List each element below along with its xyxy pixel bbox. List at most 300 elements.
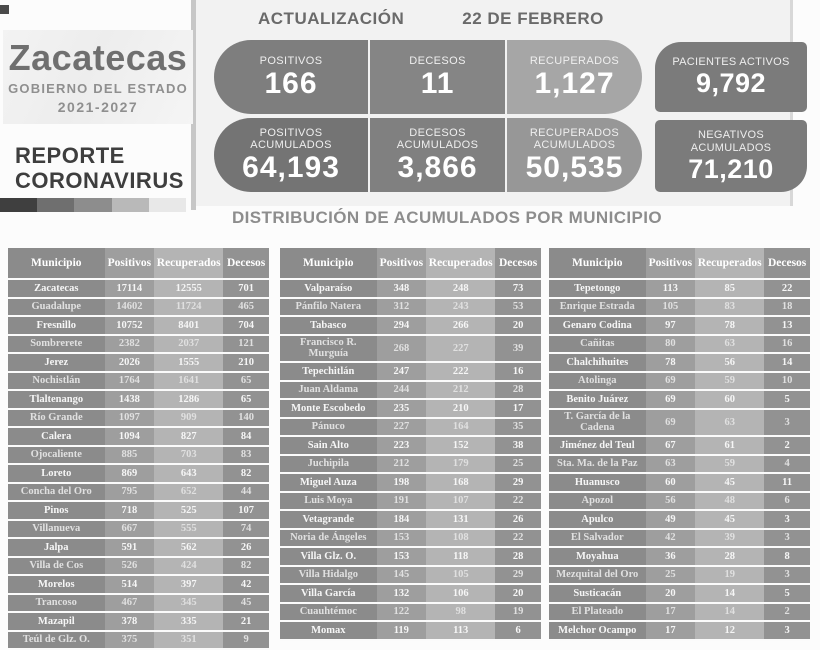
positivos-value: 375 bbox=[105, 632, 155, 649]
decesos-value: 20 bbox=[495, 317, 541, 334]
stat-label-line1: DECESOS bbox=[397, 127, 479, 140]
positivos-value: 60 bbox=[646, 474, 696, 491]
municipality-name: Mazapil bbox=[8, 613, 105, 630]
column-header-recuperados: Recuperados bbox=[695, 248, 764, 278]
recuperados-value: 63 bbox=[695, 336, 764, 353]
table-row bbox=[8, 373, 269, 392]
positivos-value: 20 bbox=[646, 585, 696, 602]
gradient-segment bbox=[37, 198, 74, 212]
municipality-name: Genaro Codina bbox=[549, 317, 646, 334]
report-title bbox=[15, 143, 184, 194]
recuperados-value: 1286 bbox=[154, 391, 223, 408]
decesos-value: 3 bbox=[764, 530, 810, 547]
recuperados-value: 703 bbox=[154, 447, 223, 464]
gradient-segment bbox=[0, 198, 37, 212]
table-row bbox=[280, 530, 541, 549]
positivos-value: 69 bbox=[646, 391, 696, 408]
positivos-value: 667 bbox=[105, 521, 155, 538]
decesos-value: 13 bbox=[764, 317, 810, 334]
positivos-value: 153 bbox=[377, 530, 427, 547]
positivos-value: 78 bbox=[646, 354, 696, 371]
stat-value: 9,792 bbox=[696, 69, 766, 97]
positivos-value: 526 bbox=[105, 558, 155, 575]
positivos-value: 591 bbox=[105, 539, 155, 556]
recuperados-value: 243 bbox=[426, 299, 495, 316]
table-row bbox=[8, 354, 269, 373]
stat-value: 11 bbox=[421, 68, 455, 100]
column-header-recuperados: Recuperados bbox=[426, 248, 495, 278]
gradient-segment bbox=[112, 198, 149, 212]
decesos-value: 19 bbox=[495, 604, 541, 621]
decesos-value: 83 bbox=[223, 447, 269, 464]
recuperados-value: 168 bbox=[426, 474, 495, 491]
table-row bbox=[280, 317, 541, 336]
table-body bbox=[8, 280, 269, 650]
positivos-value: 212 bbox=[377, 456, 427, 473]
recuperados-value: 335 bbox=[154, 613, 223, 630]
positivos-value: 869 bbox=[105, 465, 155, 482]
decesos-value: 65 bbox=[223, 391, 269, 408]
recuperados-value: 113 bbox=[426, 622, 495, 639]
decesos-value: 18 bbox=[764, 299, 810, 316]
recuperados-value: 179 bbox=[426, 456, 495, 473]
decesos-value: 3 bbox=[764, 511, 810, 528]
decesos-value: 21 bbox=[223, 613, 269, 630]
positivos-value: 122 bbox=[377, 604, 427, 621]
decesos-value: 20 bbox=[495, 585, 541, 602]
table-row bbox=[549, 299, 810, 318]
table-row bbox=[549, 354, 810, 373]
recuperados-value: 14 bbox=[695, 604, 764, 621]
recuperados-value: 164 bbox=[426, 419, 495, 436]
stat-label: DECESOS bbox=[409, 55, 466, 68]
recuperados-value: 48 bbox=[695, 493, 764, 510]
section-title: DISTRIBUCIÓN DE ACUMULADOS POR MUNICIPIO bbox=[232, 208, 662, 228]
municipality-table-1 bbox=[8, 248, 269, 650]
recuperados-value: 78 bbox=[695, 317, 764, 334]
municipality-name: Moyahua bbox=[549, 548, 646, 565]
decesos-value: 44 bbox=[223, 484, 269, 501]
municipality-name: Teúl de Glz. O. bbox=[8, 632, 105, 649]
municipality-name: El Plateado bbox=[549, 604, 646, 621]
column-header-decesos: Decesos bbox=[495, 248, 541, 278]
decesos-value: 107 bbox=[223, 502, 269, 519]
recuperados-value: 106 bbox=[426, 585, 495, 602]
decesos-value: 82 bbox=[223, 465, 269, 482]
municipality-name: Monte Escobedo bbox=[280, 400, 377, 417]
decesos-value: 29 bbox=[495, 474, 541, 491]
municipality-name: Tepetongo bbox=[549, 280, 646, 297]
decesos-value: 14 bbox=[764, 354, 810, 371]
municipality-name: Villa Hidalgo bbox=[280, 567, 377, 584]
decesos-value: 35 bbox=[495, 419, 541, 436]
decesos-value: 29 bbox=[495, 567, 541, 584]
municipality-name: Melchor Ocampo bbox=[549, 622, 646, 639]
update-title: ACTUALIZACIÓN bbox=[258, 9, 404, 29]
column-header-municipio: Municipio bbox=[8, 248, 105, 278]
municipality-name: Mezquital del Oro bbox=[549, 567, 646, 584]
municipality-name: Huanusco bbox=[549, 474, 646, 491]
recuperados-value: 131 bbox=[426, 511, 495, 528]
municipality-name: Noria de Ángeles bbox=[280, 530, 377, 547]
municipality-name: Apozol bbox=[549, 493, 646, 510]
stat-label-line1: NEGATIVOS bbox=[691, 129, 772, 142]
recuperados-value: 397 bbox=[154, 576, 223, 593]
stat-value: 50,535 bbox=[526, 152, 624, 184]
positivos-value: 113 bbox=[646, 280, 696, 297]
municipality-name: Valparaíso bbox=[280, 280, 377, 297]
positivos-value: 198 bbox=[377, 474, 427, 491]
positivos-value: 36 bbox=[646, 548, 696, 565]
positivos-value: 1094 bbox=[105, 428, 155, 445]
municipality-name: Ojocaliente bbox=[8, 447, 105, 464]
positivos-value: 244 bbox=[377, 382, 427, 399]
decesos-value: 3 bbox=[764, 567, 810, 584]
recuperados-value: 28 bbox=[695, 548, 764, 565]
recuperados-value: 45 bbox=[695, 511, 764, 528]
decesos-value: 39 bbox=[495, 336, 541, 362]
recuperados-value: 1555 bbox=[154, 354, 223, 371]
table-row bbox=[280, 382, 541, 401]
municipality-name: Cañitas bbox=[549, 336, 646, 353]
recuperados-value: 643 bbox=[154, 465, 223, 482]
decesos-value: 73 bbox=[495, 280, 541, 297]
positivos-value: 25 bbox=[646, 567, 696, 584]
positivos-value: 227 bbox=[377, 419, 427, 436]
recuperados-value: 14 bbox=[695, 585, 764, 602]
gradient-segment bbox=[74, 198, 111, 212]
table-row bbox=[549, 391, 810, 410]
table-row bbox=[280, 299, 541, 318]
stat-label-line1: POSITIVOS bbox=[250, 127, 332, 140]
stat-decesos bbox=[368, 40, 505, 114]
stat-label: POSITIVOS bbox=[260, 55, 323, 68]
municipality-name: Trancoso bbox=[8, 595, 105, 612]
decesos-value: 2 bbox=[764, 437, 810, 454]
positivos-value: 294 bbox=[377, 317, 427, 334]
municipality-name: Chalchihuites bbox=[549, 354, 646, 371]
positivos-value: 184 bbox=[377, 511, 427, 528]
positivos-value: 56 bbox=[646, 493, 696, 510]
table-row bbox=[8, 502, 269, 521]
stat-label-line2: ACUMULADOS bbox=[250, 139, 332, 152]
column-header-municipio: Municipio bbox=[549, 248, 646, 278]
positivos-value: 718 bbox=[105, 502, 155, 519]
table-row bbox=[8, 317, 269, 336]
decesos-value: 25 bbox=[495, 456, 541, 473]
municipality-name: Miguel Auza bbox=[280, 474, 377, 491]
municipality-name: Pinos bbox=[8, 502, 105, 519]
positivos-value: 467 bbox=[105, 595, 155, 612]
decesos-value: 16 bbox=[764, 336, 810, 353]
government-subtitle: GOBIERNO DEL ESTADO bbox=[8, 81, 188, 96]
column-header-positivos: Positivos bbox=[377, 248, 427, 278]
municipality-name: Francisco R. Murguía bbox=[280, 336, 377, 362]
decesos-value: 465 bbox=[223, 299, 269, 316]
table-row bbox=[549, 567, 810, 586]
recuperados-value: 1641 bbox=[154, 373, 223, 390]
state-logo bbox=[3, 30, 193, 124]
positivos-value: 348 bbox=[377, 280, 427, 297]
positivos-value: 17 bbox=[646, 622, 696, 639]
positivos-value: 14602 bbox=[105, 299, 155, 316]
recuperados-value: 555 bbox=[154, 521, 223, 538]
stat-positivos-acumulados bbox=[214, 118, 368, 192]
municipality-name: Apulco bbox=[549, 511, 646, 528]
table-row bbox=[8, 410, 269, 429]
table-row bbox=[280, 548, 541, 567]
table-row bbox=[549, 604, 810, 623]
positivos-value: 69 bbox=[646, 410, 696, 436]
table-body bbox=[549, 280, 810, 641]
table-row bbox=[280, 456, 541, 475]
municipality-table-3 bbox=[549, 248, 810, 641]
decesos-value: 6 bbox=[495, 622, 541, 639]
decesos-value: 28 bbox=[495, 382, 541, 399]
decesos-value: 3 bbox=[764, 410, 810, 436]
positivos-value: 17114 bbox=[105, 280, 155, 297]
table-header-row bbox=[280, 248, 541, 280]
table-row bbox=[280, 336, 541, 364]
table-row bbox=[8, 280, 269, 299]
positivos-value: 223 bbox=[377, 437, 427, 454]
recuperados-value: 827 bbox=[154, 428, 223, 445]
table-row bbox=[8, 558, 269, 577]
gradient-bar bbox=[0, 198, 186, 212]
recuperados-value: 525 bbox=[154, 502, 223, 519]
positivos-value: 80 bbox=[646, 336, 696, 353]
decesos-value: 26 bbox=[223, 539, 269, 556]
municipality-name: Susticacán bbox=[549, 585, 646, 602]
table-row bbox=[8, 576, 269, 595]
decesos-value: 28 bbox=[495, 548, 541, 565]
table-row bbox=[549, 373, 810, 392]
stat-label bbox=[691, 129, 772, 155]
recuperados-value: 210 bbox=[426, 400, 495, 417]
municipality-name: Jiménez del Teul bbox=[549, 437, 646, 454]
positivos-value: 67 bbox=[646, 437, 696, 454]
table-row bbox=[8, 391, 269, 410]
column-header-recuperados: Recuperados bbox=[154, 248, 223, 278]
recuperados-value: 98 bbox=[426, 604, 495, 621]
positivos-value: 2382 bbox=[105, 336, 155, 353]
recuperados-value: 12 bbox=[695, 622, 764, 639]
table-row bbox=[280, 585, 541, 604]
table-row bbox=[8, 632, 269, 650]
decesos-value: 5 bbox=[764, 585, 810, 602]
table-row bbox=[8, 465, 269, 484]
table-row bbox=[549, 511, 810, 530]
recuperados-value: 562 bbox=[154, 539, 223, 556]
table-row bbox=[280, 622, 541, 641]
municipality-name: Tepechitlán bbox=[280, 363, 377, 380]
stat-recuperados-acumulados bbox=[505, 118, 642, 192]
table-row bbox=[280, 280, 541, 299]
decesos-value: 38 bbox=[495, 437, 541, 454]
decesos-value: 4 bbox=[764, 456, 810, 473]
recuperados-value: 118 bbox=[426, 548, 495, 565]
positivos-value: 69 bbox=[646, 373, 696, 390]
table-row bbox=[549, 437, 810, 456]
table-body bbox=[280, 280, 541, 641]
table-row bbox=[549, 530, 810, 549]
table-row bbox=[280, 400, 541, 419]
municipality-name: Juan Aldama bbox=[280, 382, 377, 399]
decesos-value: 8 bbox=[764, 548, 810, 565]
stat-negativos-acumulados bbox=[655, 120, 807, 192]
municipality-name: El Salvador bbox=[549, 530, 646, 547]
positivos-value: 268 bbox=[377, 336, 427, 362]
table-row bbox=[549, 410, 810, 438]
decesos-value: 74 bbox=[223, 521, 269, 538]
stat-value: 1,127 bbox=[534, 68, 614, 100]
column-header-decesos: Decesos bbox=[764, 248, 810, 278]
municipality-name: Villa García bbox=[280, 585, 377, 602]
municipality-name: Río Grande bbox=[8, 410, 105, 427]
municipality-name: Concha del Oro bbox=[8, 484, 105, 501]
municipality-name: Sta. Ma. de la Paz bbox=[549, 456, 646, 473]
recuperados-value: 63 bbox=[695, 410, 764, 436]
table-row bbox=[280, 363, 541, 382]
table-row bbox=[8, 613, 269, 632]
positivos-value: 10752 bbox=[105, 317, 155, 334]
decesos-value: 2 bbox=[764, 604, 810, 621]
decesos-value: 10 bbox=[764, 373, 810, 390]
column-header-municipio: Municipio bbox=[280, 248, 377, 278]
municipality-name: Cuauhtémoc bbox=[280, 604, 377, 621]
stat-label-line2: ACUMULADOS bbox=[530, 139, 619, 152]
municipality-name: Villa Glz. O. bbox=[280, 548, 377, 565]
stat-value: 64,193 bbox=[242, 152, 340, 184]
recuperados-value: 19 bbox=[695, 567, 764, 584]
table-row bbox=[8, 521, 269, 540]
report-title-line2: CORONAVIRUS bbox=[15, 168, 184, 193]
table-row bbox=[549, 280, 810, 299]
table-row bbox=[549, 585, 810, 604]
municipality-name: Juchipila bbox=[280, 456, 377, 473]
recuperados-value: 351 bbox=[154, 632, 223, 649]
decesos-value: 65 bbox=[223, 373, 269, 390]
positivos-value: 2026 bbox=[105, 354, 155, 371]
table-row bbox=[8, 336, 269, 355]
government-period: 2021-2027 bbox=[58, 99, 138, 115]
table-row bbox=[549, 317, 810, 336]
positivos-value: 1764 bbox=[105, 373, 155, 390]
column-header-decesos: Decesos bbox=[223, 248, 269, 278]
positivos-value: 235 bbox=[377, 400, 427, 417]
recuperados-value: 56 bbox=[695, 354, 764, 371]
column-header-positivos: Positivos bbox=[646, 248, 696, 278]
positivos-value: 247 bbox=[377, 363, 427, 380]
decesos-value: 84 bbox=[223, 428, 269, 445]
state-name: Zacatecas bbox=[9, 40, 188, 76]
municipality-name: Pánuco bbox=[280, 419, 377, 436]
table-row bbox=[280, 567, 541, 586]
decesos-value: 11 bbox=[764, 474, 810, 491]
municipality-name: Tabasco bbox=[280, 317, 377, 334]
recuperados-value: 39 bbox=[695, 530, 764, 547]
municipality-name: Loreto bbox=[8, 465, 105, 482]
recuperados-value: 105 bbox=[426, 567, 495, 584]
positivos-value: 132 bbox=[377, 585, 427, 602]
decesos-value: 82 bbox=[223, 558, 269, 575]
decesos-value: 704 bbox=[223, 317, 269, 334]
positivos-value: 49 bbox=[646, 511, 696, 528]
decesos-value: 22 bbox=[495, 530, 541, 547]
recuperados-value: 59 bbox=[695, 456, 764, 473]
municipality-name: Atolinga bbox=[549, 373, 646, 390]
recuperados-value: 152 bbox=[426, 437, 495, 454]
municipality-name: Pánfilo Natera bbox=[280, 299, 377, 316]
table-row bbox=[549, 474, 810, 493]
municipality-name: Villa de Cos bbox=[8, 558, 105, 575]
table-row bbox=[8, 299, 269, 318]
positivos-value: 1438 bbox=[105, 391, 155, 408]
decesos-value: 16 bbox=[495, 363, 541, 380]
decesos-value: 701 bbox=[223, 280, 269, 297]
positivos-value: 795 bbox=[105, 484, 155, 501]
decesos-value: 121 bbox=[223, 336, 269, 353]
municipality-name: Luis Moya bbox=[280, 493, 377, 510]
municipality-name: Jalpa bbox=[8, 539, 105, 556]
recuperados-value: 248 bbox=[426, 280, 495, 297]
positivos-value: 514 bbox=[105, 576, 155, 593]
positivos-value: 312 bbox=[377, 299, 427, 316]
table-row bbox=[549, 493, 810, 512]
recuperados-value: 2037 bbox=[154, 336, 223, 353]
stat-label-line1: RECUPERADOS bbox=[530, 127, 619, 140]
decesos-value: 210 bbox=[223, 354, 269, 371]
table-row bbox=[8, 428, 269, 447]
recuperados-value: 652 bbox=[154, 484, 223, 501]
stat-recuperados bbox=[505, 40, 642, 114]
gradient-segment bbox=[149, 198, 186, 212]
stat-decesos-acumulados bbox=[368, 118, 505, 192]
column-header-positivos: Positivos bbox=[105, 248, 155, 278]
recuperados-value: 59 bbox=[695, 373, 764, 390]
stat-positivos bbox=[214, 40, 368, 114]
decesos-value: 22 bbox=[495, 493, 541, 510]
stat-label bbox=[530, 127, 619, 152]
municipality-name: Jerez bbox=[8, 354, 105, 371]
recuperados-value: 61 bbox=[695, 437, 764, 454]
positivos-value: 153 bbox=[377, 548, 427, 565]
corner-mark bbox=[0, 5, 9, 14]
municipality-name: Enrique Estrada bbox=[549, 299, 646, 316]
municipality-name: Villanueva bbox=[8, 521, 105, 538]
decesos-value: 3 bbox=[764, 622, 810, 639]
stat-value: 71,210 bbox=[688, 155, 774, 183]
report-title-line1: REPORTE bbox=[15, 143, 184, 168]
table-row bbox=[280, 493, 541, 512]
stat-label-line2: ACUMULADOS bbox=[691, 142, 772, 155]
municipality-name: Fresnillo bbox=[8, 317, 105, 334]
recuperados-value: 8401 bbox=[154, 317, 223, 334]
recuperados-value: 108 bbox=[426, 530, 495, 547]
municipality-name: Momax bbox=[280, 622, 377, 639]
stat-value: 166 bbox=[265, 68, 318, 100]
decesos-value: 6 bbox=[764, 493, 810, 510]
recuperados-value: 345 bbox=[154, 595, 223, 612]
table-header-row bbox=[549, 248, 810, 280]
table-row bbox=[549, 548, 810, 567]
table-row bbox=[549, 336, 810, 355]
municipality-name: Nochistlán bbox=[8, 373, 105, 390]
stat-label: RECUPERADOS bbox=[530, 55, 619, 68]
recuperados-value: 222 bbox=[426, 363, 495, 380]
stat-label-line1: PACIENTES ACTIVOS bbox=[672, 56, 789, 69]
recuperados-value: 83 bbox=[695, 299, 764, 316]
